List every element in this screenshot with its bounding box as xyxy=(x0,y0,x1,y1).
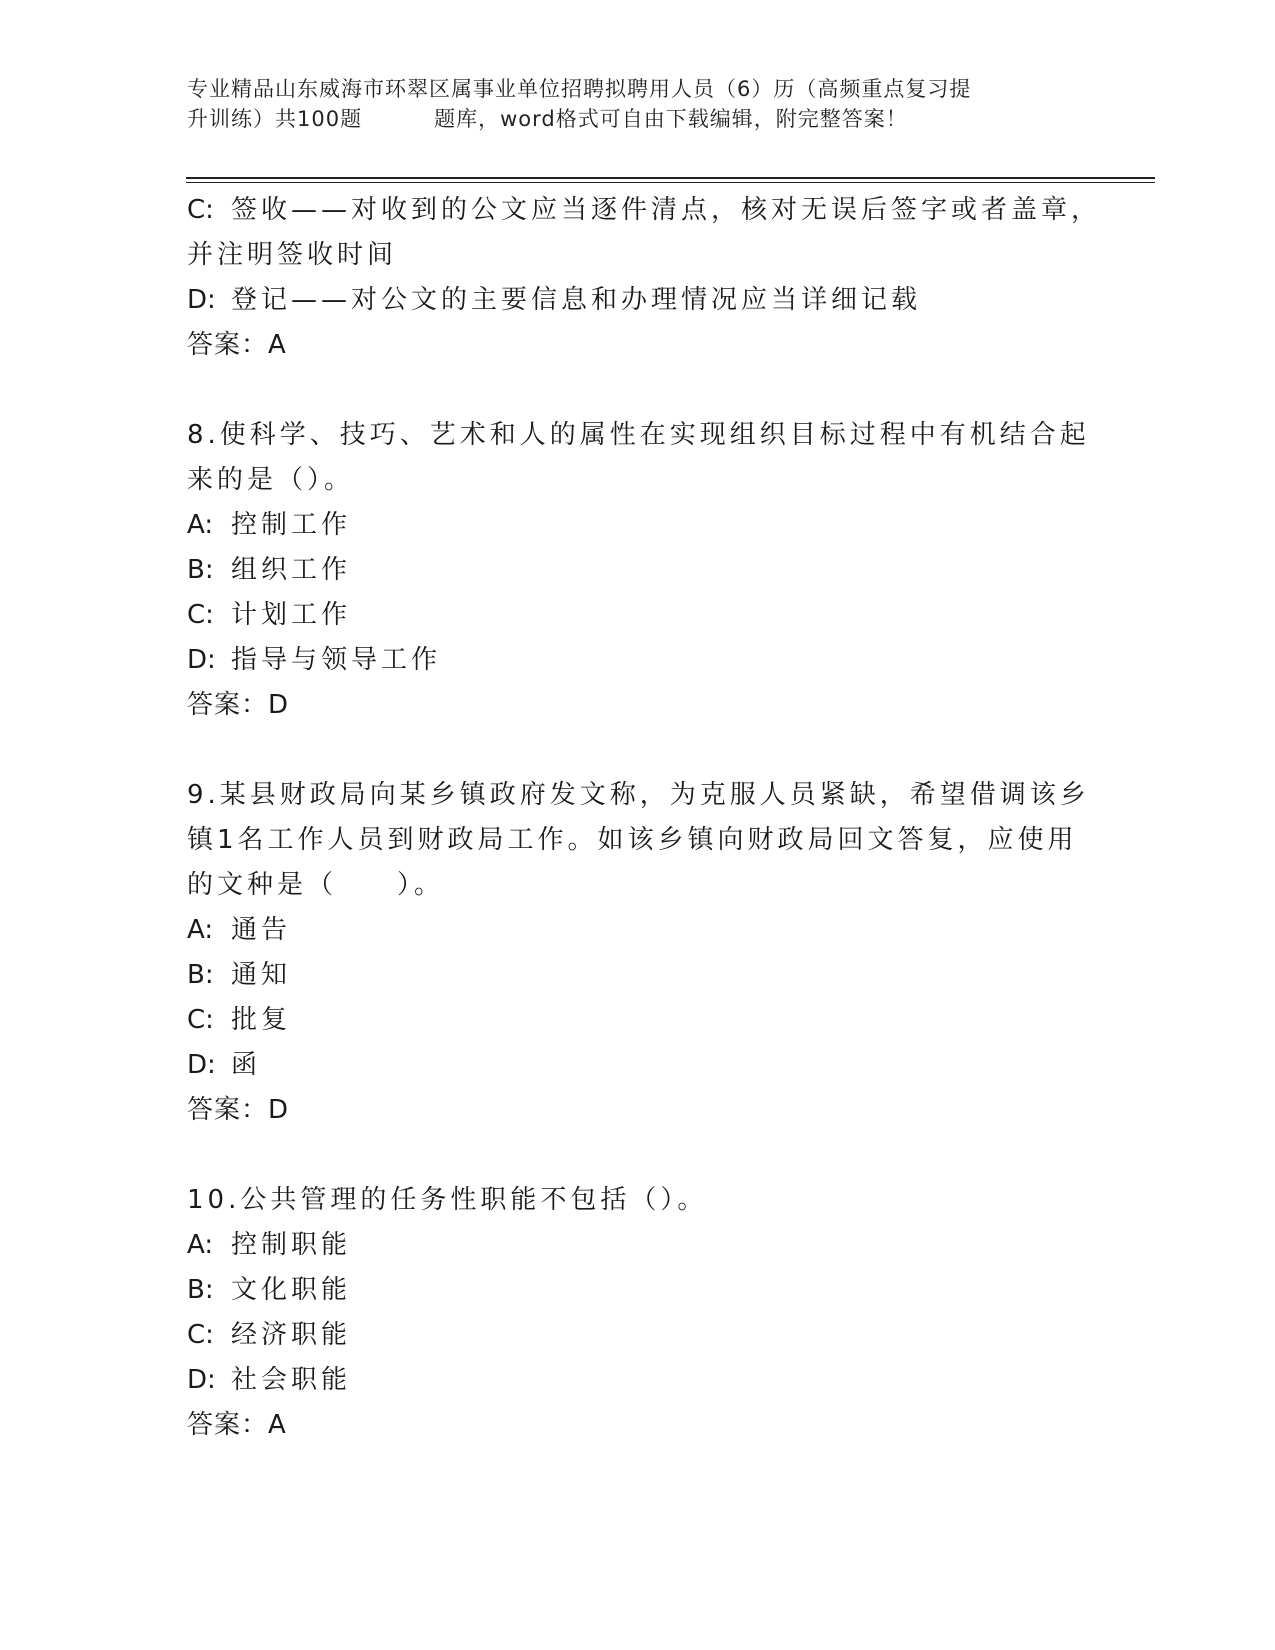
option-d: D: 指导与领导工作 xyxy=(187,645,442,675)
question-content xyxy=(187,188,1102,1448)
header-line-2-left: 升训练）共100题 xyxy=(187,107,363,131)
option-text: 批复 xyxy=(231,1005,292,1035)
option-c: C: 批复 xyxy=(187,1005,292,1035)
option-text: 签收——对收到的公文应当逐件清点，核对无误后签字或者盖章， xyxy=(231,195,1102,225)
option-a: A: 控制工作 xyxy=(187,510,352,540)
option-b: B: 文化职能 xyxy=(187,1275,352,1305)
question-stem-continued: 的文种是（ ）。 xyxy=(187,870,445,900)
option-c-continued: 并注明签收时间 xyxy=(187,240,398,270)
answer: 答案：A xyxy=(187,1410,287,1440)
question-10 xyxy=(187,1178,1087,1448)
header-line-2 xyxy=(187,104,1087,134)
question-9 xyxy=(187,773,1090,1133)
option-text: 控制职能 xyxy=(231,1230,352,1260)
option-c: C: 经济职能 xyxy=(187,1320,352,1350)
option-text: 登记——对公文的主要信息和办理情况应当详细记载 xyxy=(231,285,922,315)
question-stem: 8.使科学、技巧、艺术和人的属性在实现组织目标过程中有机结合起 xyxy=(187,420,1090,450)
page-header xyxy=(187,74,1087,134)
header-line-2-right: 题库，word格式可自由下载编辑，附完整答案！ xyxy=(434,107,908,131)
option-d: D: 社会职能 xyxy=(187,1365,352,1395)
question-stem-continued: 来的是（）。 xyxy=(187,465,355,495)
option-text: 函 xyxy=(231,1050,262,1080)
question-stem-continued: 镇1名工作人员到财政局工作。如该乡镇向财政局回文答复，应使用 xyxy=(187,825,1078,855)
option-text: 组织工作 xyxy=(231,555,352,585)
option-text: 通告 xyxy=(231,915,292,945)
option-text: 指导与领导工作 xyxy=(231,645,442,675)
option-text: 文化职能 xyxy=(231,1275,352,1305)
header-rule-thin xyxy=(186,182,1155,183)
option-d: D: 登记——对公文的主要信息和办理情况应当详细记载 xyxy=(187,285,922,315)
header-line-1: 专业精品山东威海市环翠区属事业单位招聘拟聘用人员（6）历（高频重点复习提 xyxy=(187,77,972,101)
option-c: C: 签收——对收到的公文应当逐件清点，核对无误后签字或者盖章， xyxy=(187,195,1102,225)
answer: 答案：A xyxy=(187,330,287,360)
option-text: 社会职能 xyxy=(231,1365,352,1395)
option-b: B: 组织工作 xyxy=(187,555,352,585)
header-rule-thick xyxy=(186,177,1155,179)
option-text: 经济职能 xyxy=(231,1320,352,1350)
question-7 xyxy=(187,188,1102,368)
option-d: D: 函 xyxy=(187,1050,262,1080)
option-a: A: 控制职能 xyxy=(187,1230,352,1260)
answer: 答案：D xyxy=(187,690,290,720)
question-stem: 10.公共管理的任务性职能不包括（）。 xyxy=(187,1185,708,1215)
option-text: 控制工作 xyxy=(231,510,352,540)
question-stem: 9.某县财政局向某乡镇政府发文称，为克服人员紧缺，希望借调该乡 xyxy=(187,780,1090,810)
option-text: 计划工作 xyxy=(231,600,352,630)
option-a: A: 通告 xyxy=(187,915,292,945)
answer: 答案：D xyxy=(187,1095,290,1125)
option-text: 通知 xyxy=(231,960,292,990)
option-b: B: 通知 xyxy=(187,960,292,990)
question-8 xyxy=(187,413,1090,728)
option-c: C: 计划工作 xyxy=(187,600,352,630)
